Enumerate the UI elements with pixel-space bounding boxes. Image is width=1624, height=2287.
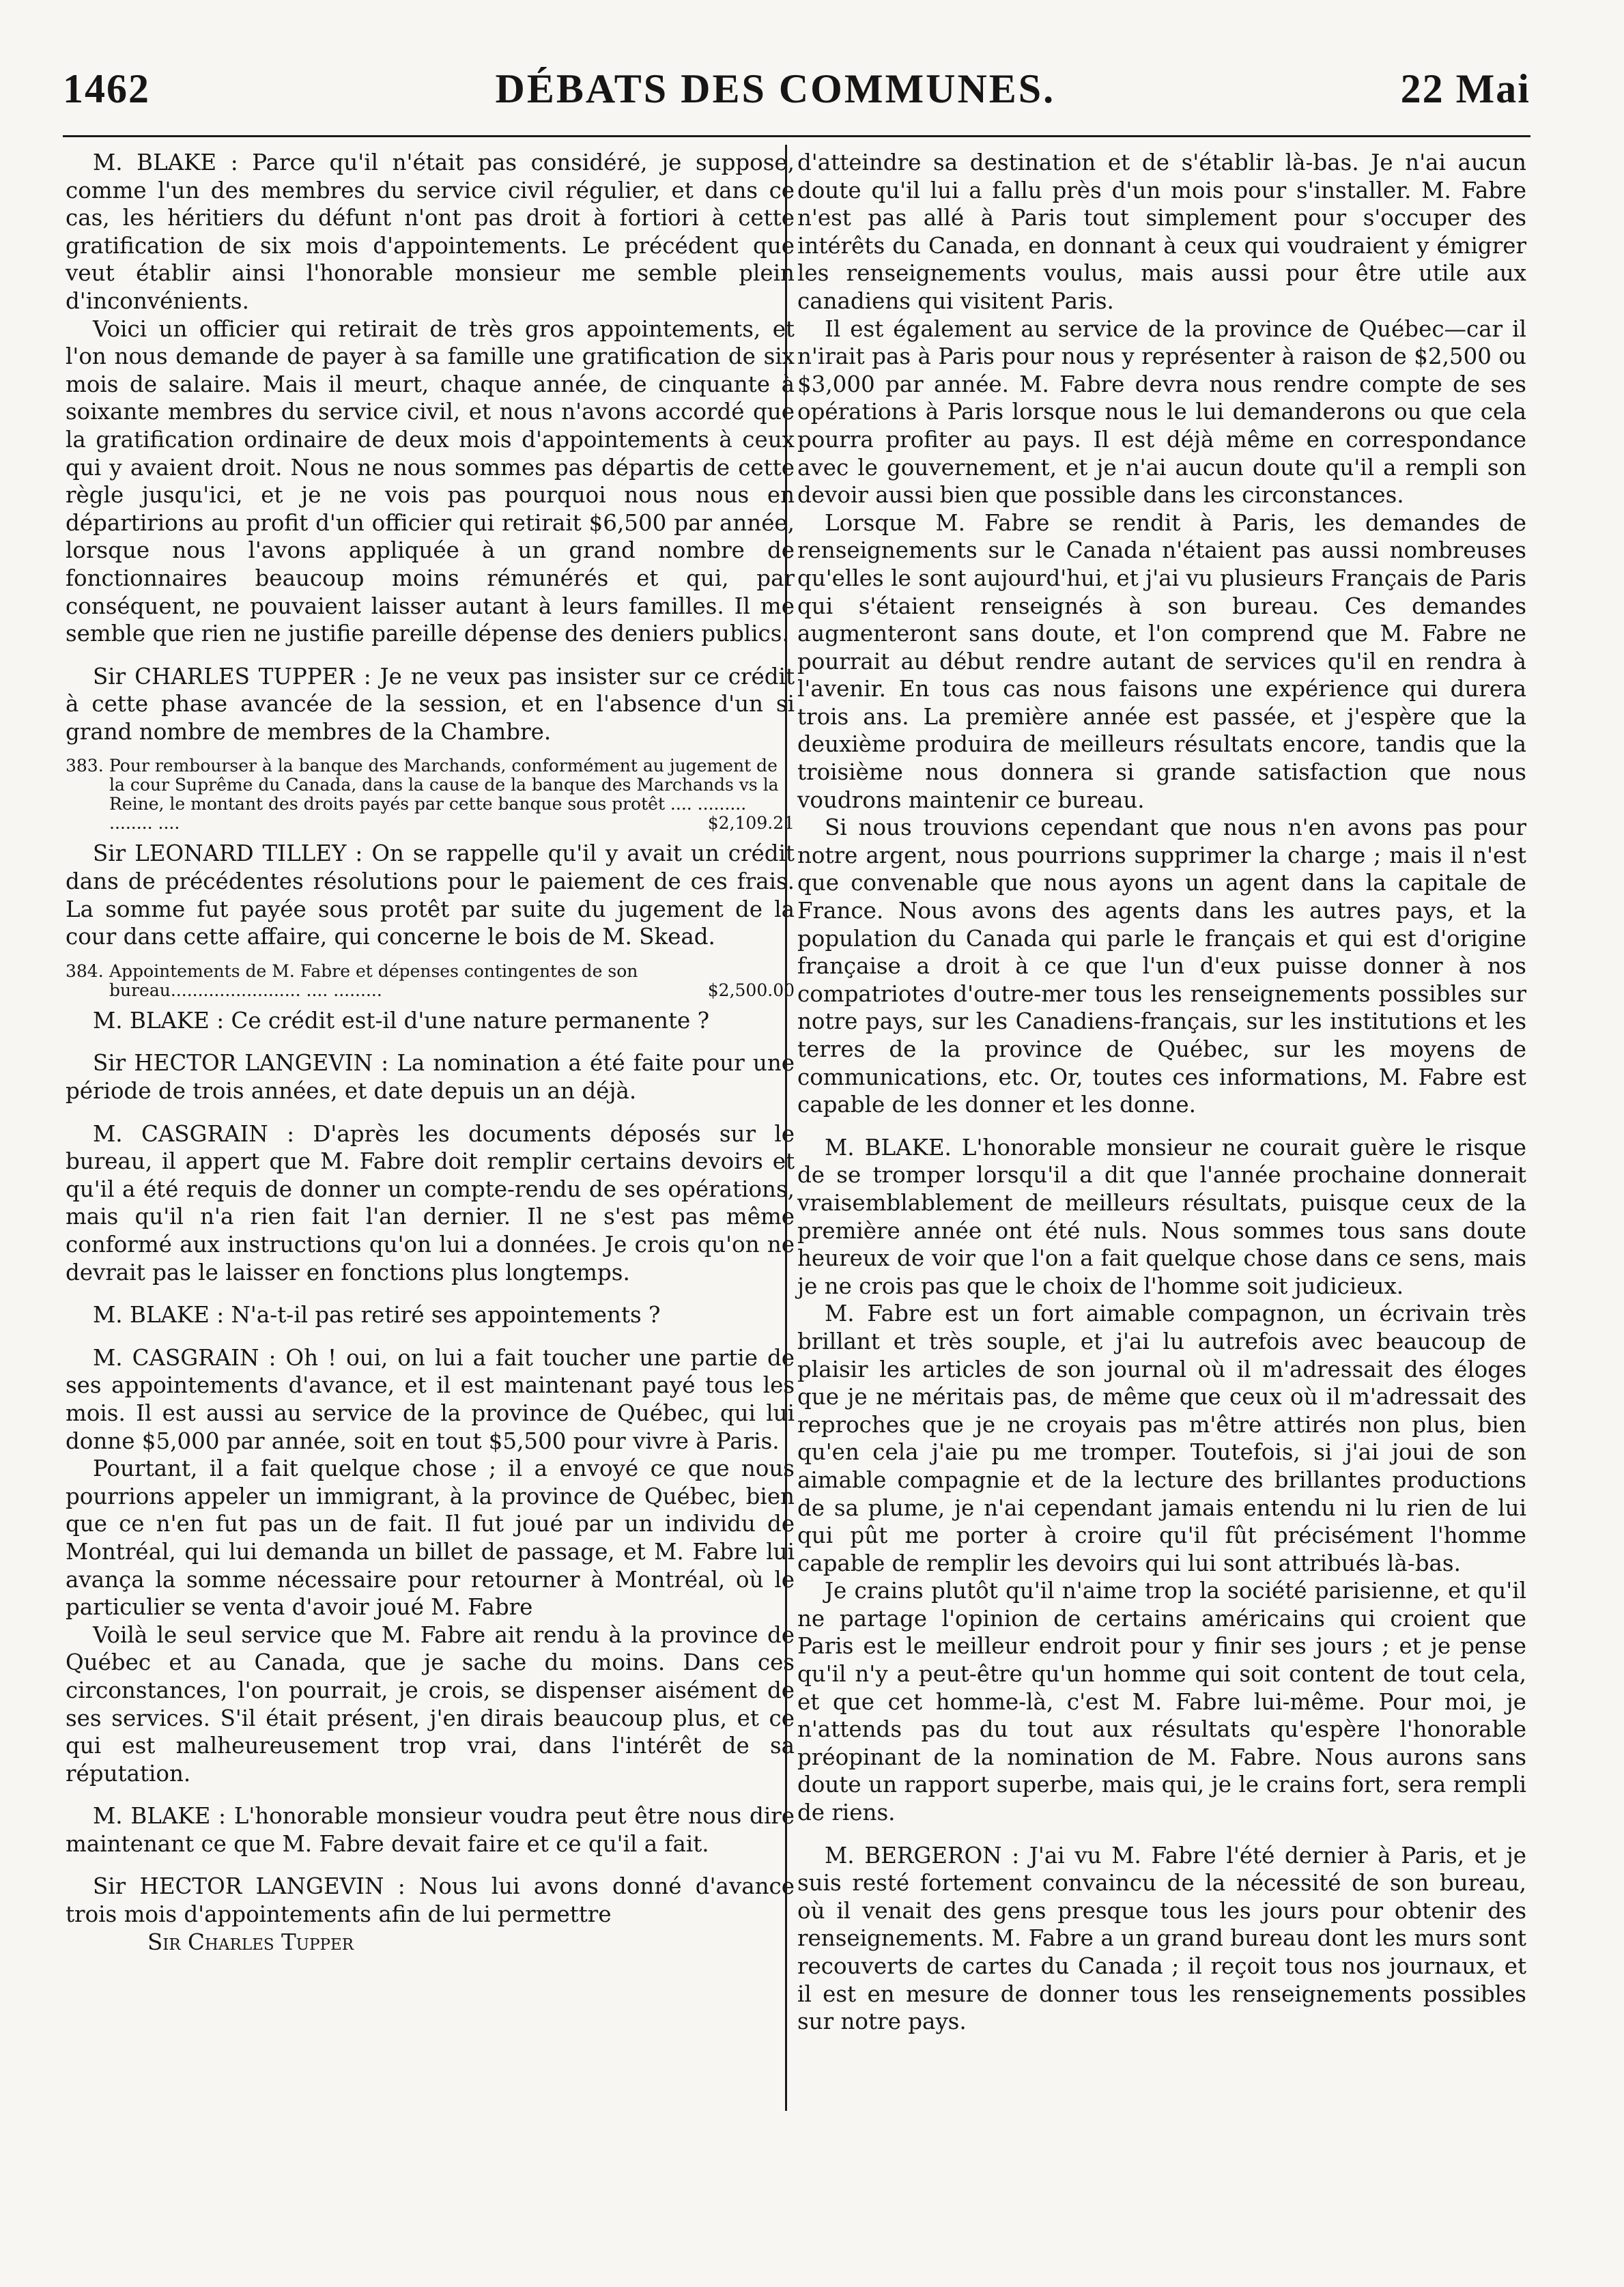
item-amount: $2,109.21 (707, 813, 795, 834)
paragraph: Sir CHARLES TUPPER : Je ne veux pas insister sur ce crédit à cette phase avancée de la session, et en l'absence d'un si grand nombre de membres de la Chambre. (66, 663, 795, 745)
budget-item-384 (66, 962, 795, 1000)
paragraph: d'atteindre sa destination et de s'établir là-bas. Je n'ai aucun doute qu'il lui a fallu près d'un mois pour s'installer. M. Fabre n'est pas allé à Paris tout simplement pour s'occuper des intérêts du Canada, en donnant à ceux qui voudraient y émigrer les renseignements voulus, mais aussi pour être utile aux canadiens qui visitent Paris. (797, 150, 1526, 314)
page-date: 22 Mai (1400, 66, 1530, 111)
paragraph: Sir LEONARD TILLEY : On se rappelle qu'il y avait un crédit dans de précédentes résolutions pour le paiement de ces frais. La somme fut payée sous protêt par suite du jugement de la cour dans cette affaire, qui concerne le bois de M. Skead. (66, 840, 795, 950)
paragraph: M. Fabre est un fort aimable compagnon, un écrivain très brillant et très souple, et j'ai lu autrefois avec beaucoup de plaisir les articles de son journal où il m'adressait des éloges que je ne méritais pas, de même que ceux où il m'adressait des reproches que je ne croyais pas m'être attirés non plus, bien qu'en cela j'aie pu me tromper. Toutefois, si j'ai joui de son aimable compagnie et de la lecture des brillantes productions de sa plume, je n'ai cependant jamais entendu ni lu rien de lui qui pût me porter à croire qu'il fût précisément l'homme capable de remplir les devoirs qui lui sont attribués là-bas. (797, 1301, 1526, 1576)
speaker-signature: Sir Charles Tupper (147, 1929, 354, 1955)
header-rule (63, 135, 1530, 137)
page-number: 1462 (63, 66, 150, 111)
page-header (63, 66, 1530, 127)
paragraph: M. CASGRAIN : Oh ! oui, on lui a fait toucher une partie de ses appointements d'avance, et il est maintenant payé tous les mois. Il est aussi au service de la province de Québec, qui lui donne $5,000 par année, soit en tout $5,500 pour vivre à Paris. (66, 1344, 795, 1454)
paragraph: Voilà le seul service que M. Fabre ait rendu à la province de Québec et au Canada, que je sache du moins. Dans ces circonstances, l'on pourrait, je crois, se dispenser aisément de ses services. S'il était présent, j'en dirais beaucoup plus, et ce qui est malheureusement trop vrai, dans l'intérêt de sa réputation. (66, 1621, 795, 1787)
paragraph: Voici un officier qui retirait de très gros appointements, et l'on nous demande de payer à sa famille une gratification de six mois de salaire. Mais il meurt, chaque année, de cinquante à soixante membres du service civil, et nous n'avons accordé que la gratification ordinaire de deux mois d'appointements à ceux qui y avaient droit. Nous ne nous sommes pas départis de cette règle jusqu'ici, et je ne vois pas pourquoi nous nous en départirions au profit d'un officier qui retirait $6,500 par année, lorsque nous l'avons appliquée à un grand nombre de fonctionnaires beaucoup moins rémunérés et qui, par conséquent, ne pouvaient laisser autant à leurs familles. Il me semble que rien ne justifie pareille dépense des deniers publics. (66, 315, 795, 647)
paragraph: M. BLAKE : L'honorable monsieur voudra peut être nous dire maintenant ce que M. Fabre devait faire et ce qu'il a fait. (66, 1803, 795, 1857)
paragraph: Lorsque M. Fabre se rendit à Paris, les demandes de renseignements sur le Canada n'étaient pas aussi nombreuses qu'elles le sont aujourd'hui, et j'ai vu plusieurs Français de Paris qui s'étaient renseignés à son bureau. Ces demandes augmenteront sans doute, et l'on comprend que M. Fabre ne pourrait au début rendre autant de services qu'il en rendra à l'avenir. En tous cas nous faisons une expérience qui durera trois ans. La première année est passée, et j'espère que la deuxième produira de meilleurs résultats encore, tandis que la troisième nous donnera si grande satisfaction que nous voudrons maintenir ce bureau. (797, 509, 1526, 813)
paragraph: M. BERGERON : J'ai vu M. Fabre l'été dernier à Paris, et je suis resté fortement convaincu de la nécessité de son bureau, où il venait des gens presque tous les jours pour obtenir des renseignements. M. Fabre a un grand bureau dont les murs sont recouverts de cartes du Canada ; il reçoit tous nos journaux, et il est en mesure de donner tous les renseignements possibles sur notre pays. (797, 1842, 1526, 2035)
page-title: DÉBATS DES COMMUNES. (495, 66, 1056, 111)
item-number: 384. (66, 961, 104, 981)
item-text: Appointements de M. Fabre et dépenses contingentes de son bureau........................ .... ......... (109, 961, 638, 1000)
paragraph: Sir HECTOR LANGEVIN : La nomination a été faite pour une période de trois années, et date depuis un an déjà. (66, 1050, 795, 1105)
right-column (797, 149, 1526, 2036)
paragraph: Si nous trouvions cependant que nous n'en avons pas pour notre argent, nous pourrions supprimer la charge ; mais il n'est que convenable que nous ayons un agent dans la capitale de France. Nous avons des agents dans les autres pays, et la population du Canada qui parle le français et qui est d'origine française a droit à ce que l'un d'eux puisse donner à nos compatriotes d'outre-mer tous les renseignements possibles sur notre pays, sur les Canadiens-français, sur les institutions et les terres de la province de Québec, sur les moyens de communications, etc. Or, toutes ces informations, M. Fabre est capable de les donner et les donne. (797, 814, 1526, 1118)
paragraph: M. BLAKE : Parce qu'il n'était pas considéré, je suppose, comme l'un des membres du service civil régulier, et dans ce cas, les héritiers du défunt n'ont pas droit à fortiori à cette gratification de six mois d'appointements. Le précédent que veut établir ainsi l'honorable monsieur me semble plein d'inconvénients. (66, 150, 795, 314)
paragraph: Il est également au service de la province de Québec—car il n'irait pas à Paris pour nous y représenter à raison de $2,500 ou $3,000 par année. M. Fabre devra nous rendre compte de ses opérations à Paris lorsque nous le lui demanderons ou que cela pourra profiter au pays. Il est déjà même en correspondance avec le gouvernement, et je n'ai aucun doute qu'il a rempli son devoir aussi bien que possible dans les circonstances. (797, 315, 1526, 509)
paragraph: Je crains plutôt qu'il n'aime trop la société parisienne, et qu'il ne partage l'opinion de certains américains qui croient que Paris est le meilleur endroit pour y finir ses jours ; et je pense qu'il n'y a peut-être qu'un homme qui soit content de tout cela, et que cet homme-là, c'est M. Fabre lui-même. Pour moi, je n'attends pas du tout aux résultats qu'espère l'honorable préopinant de la nomination de M. Fabre. Nous aurons sans doute un rapport superbe, mais qui, je le crains fort, sera rempli de riens. (797, 1578, 1526, 1826)
paragraph: Sir HECTOR LANGEVIN : Nous lui avons donné d'avance trois mois d'appointements afin de lui permettre (66, 1873, 795, 1928)
paragraph: M. CASGRAIN : D'après les documents déposés sur le bureau, il appert que M. Fabre doit remplir certains devoirs et qu'il a été requis de donner un compte-rendu de ses opérations, mais qu'il n'a rien fait l'an dernier. Il ne s'est pas même conformé aux instructions qu'on lui a données. Je crois qu'on ne devrait pas le laisser en fonctions plus longtemps. (66, 1120, 795, 1285)
paragraph: M. BLAKE : N'a-t-il pas retiré ses appointements ? (93, 1302, 661, 1329)
item-number: 383. (66, 756, 104, 776)
paragraph: M. BLAKE : Ce crédit est-il d'une nature permanente ? (93, 1007, 710, 1034)
paragraph: Pourtant, il a fait quelque chose ; il a envoyé ce que nous pourrions appeler un immigrant, à la province de Québec, bien que ce n'en fut pas un de fait. Il fut joué par un individu de Montréal, qui lui demanda un billet de passage, et M. Fabre lui avança la somme nécessaire pour retourner à Montréal, où le particulier se venta d'avoir joué M. Fabre (66, 1455, 795, 1621)
left-column (66, 149, 795, 1956)
paragraph: M. BLAKE. L'honorable monsieur ne courait guère le risque de se tromper lorsqu'il a dit que l'année prochaine donnerait vraisemblablement de meilleurs résultats, puisque ceux de la première année ont été nuls. Nous sommes tous sans doute heureux de voir que l'on a fait quelque chose dans ce sens, mais je ne crois pas que le choix de l'homme soit judicieux. (797, 1134, 1526, 1299)
item-text: Pour rembourser à la banque des Marchands, conformément au jugement de la cour Suprême du Canada, dans la cause de la banque des Marchands vs la Reine, le montant des droits payés par cette banque sous protêt .... ......... ........ .... (109, 756, 779, 834)
item-amount: $2,500.00 (707, 980, 795, 1000)
budget-item-383 (66, 756, 795, 833)
